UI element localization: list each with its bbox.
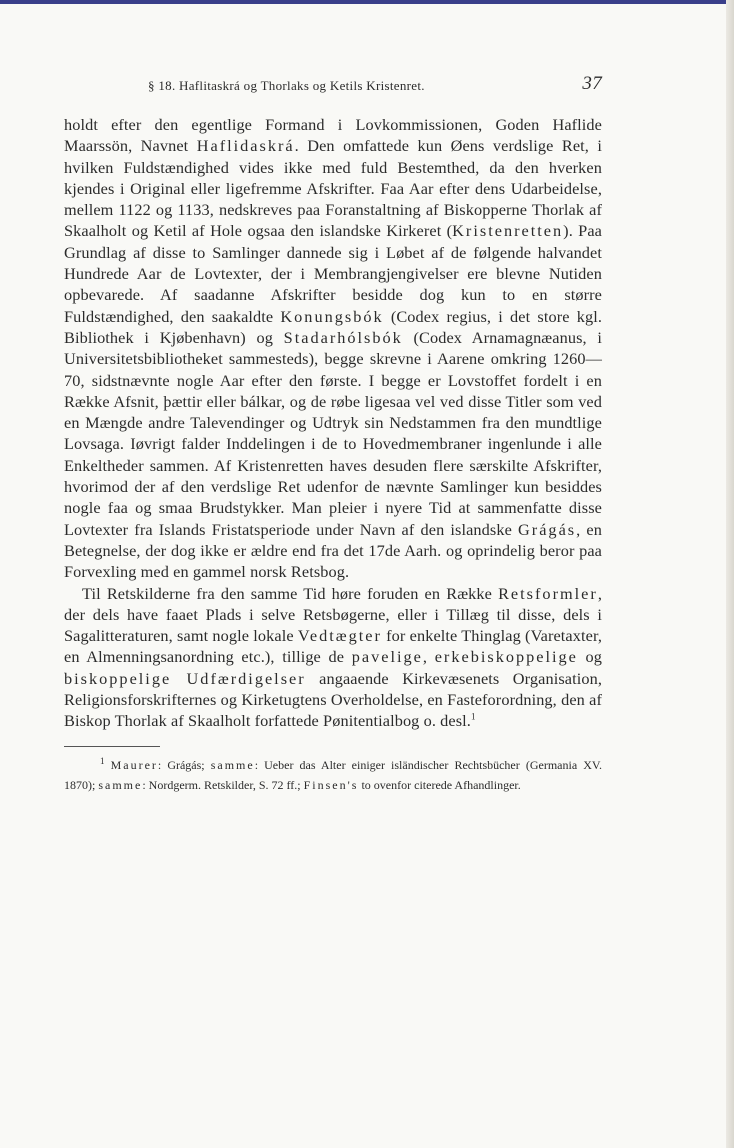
page-number: 37: [582, 73, 602, 94]
page-edge-shadow: [726, 0, 734, 1148]
footnote-rule: [64, 746, 160, 747]
top-edge-band: [0, 0, 734, 4]
spaced-term: erkebiskoppelige: [434, 647, 578, 667]
spaced-term: Stadarhólsbók: [283, 327, 403, 347]
spaced-term: Retsformler: [498, 583, 598, 603]
spaced-term: Konungsbók: [280, 306, 384, 326]
spaced-term: Finsen's: [303, 777, 359, 792]
spaced-term: Maurer: [110, 757, 158, 772]
footnote-marker: 1: [100, 755, 105, 766]
footnote-reference: 1: [470, 711, 476, 722]
spaced-term: Grágás: [518, 519, 577, 539]
paragraph-1: holdt efter den egentlige Formand i Lovkommissionen, Goden Haflide Maarssön, Navnet Haflidaskrá. Den omfattede kun Øens verdslige Ret, i hvilken Fuldstændighed vides ikke med fuld Bestemthed, da den hverken kjendes i Original eller ligefremme Afskrifter. Faa Aar efter dens Udarbeidelse, mellem 1122 og 1133, nedskreves paa Foranstaltning af Biskopperne Thorlak af Skaalholt og Ketil af Hole ogsaa den islandske Kirkeret (Kristenretten). Paa Grundlag af disse to Samlinger dannede sig i Løbet af de følgende halvandet Hundrede Aar de Lovtexter, der i Membrangjengivelser ere blevne Nutiden opbevarede. Af saadanne Afskrifter besidde dog kun to en større Fuldstændighed, den saakaldte Konungsbók (Codex regius, i det store kgl. Bibliothek i Kjøbenhavn) og Stadarhólsbók (Codex Arnamagnæanus, i Universitetsbibliotheket sammesteds), begge skrevne i Aarene omkring 1260—70, sidstnævnte nogle Aar efter den første. I begge er Lovstoffet fordelt i en Række Afsnit, þættir eller bálkar, og de røbe ligesaa vel ved disse Titler som ved en Mængde andre Talevendinger og Udtryk sin Nedstammen fra den mundtlige Lovsaga. Iøvrigt falder Inddelingen i de to Hovedmembraner ingenlunde i alle Enkeltheder sammen. Af Kristenretten haves desuden flere særskilte Afskrifter, hvorimod der af den verdslige Ret udenfor de nævnte Samlinger kun besiddes nogle faa og smaa Brudstykker. Man pleier i nyere Tid at sammenfatte disse Lovtexter fra Islands Fristatsperiode under Navn af den islandske Grágás, en Betegnelse, der dog ikke er ældre end fra det 17de Aarh. og oprindelig beror paa Forvexling med en gammel norsk Retsbog.: [64, 115, 602, 582]
spaced-term: biskoppelige Udfærdigelser: [64, 668, 306, 688]
spaced-term: samme: [98, 777, 143, 792]
spaced-term: Kristenretten: [452, 221, 564, 241]
footnote: $^1$ Maurer: Grágás; samme: Ueber das Alter einiger isländischer Rechtsbücher (Germania XV. 1870); samme: Nordgerm. Retskilder, S. 72 ff.; Finsen's to ovenfor citerede Afhandlinger.: [64, 755, 603, 792]
paragraph-2: Til Retskilderne fra den samme Tid høre foruden en Række Retsformler, der dels have faaet Plads i selve Retsbøgerne, eller i Tillæg til disse, dels i Sagalitteraturen, samt nogle lokale Vedtægter for enkelte Thinglag (Varetaxter, en Almenningsanordning etc.), tillige de pavelige, erkebiskoppelige og biskoppelige Udfærdigelser angaaende Kirkevæsenets Organisation, Religionsforskrifternes og Kirketugtens Overholdelse, en Fasteforordning, den af Biskop Thorlak af Skaalholt forfattede Pønitentialbog o. desl.$^1$: [64, 583, 603, 731]
running-title: § 18. Haflitaskrá og Thorlaks og Ketils Kristenret.: [148, 78, 425, 93]
spaced-term: Haflidaskrá: [196, 136, 295, 156]
running-header: [64, 70, 602, 100]
spaced-term: Vedtægter: [297, 626, 382, 646]
body-text: [64, 114, 602, 732]
book-page: [64, 70, 602, 795]
spaced-term: samme: [210, 757, 255, 772]
spaced-term: pavelige: [351, 647, 423, 667]
